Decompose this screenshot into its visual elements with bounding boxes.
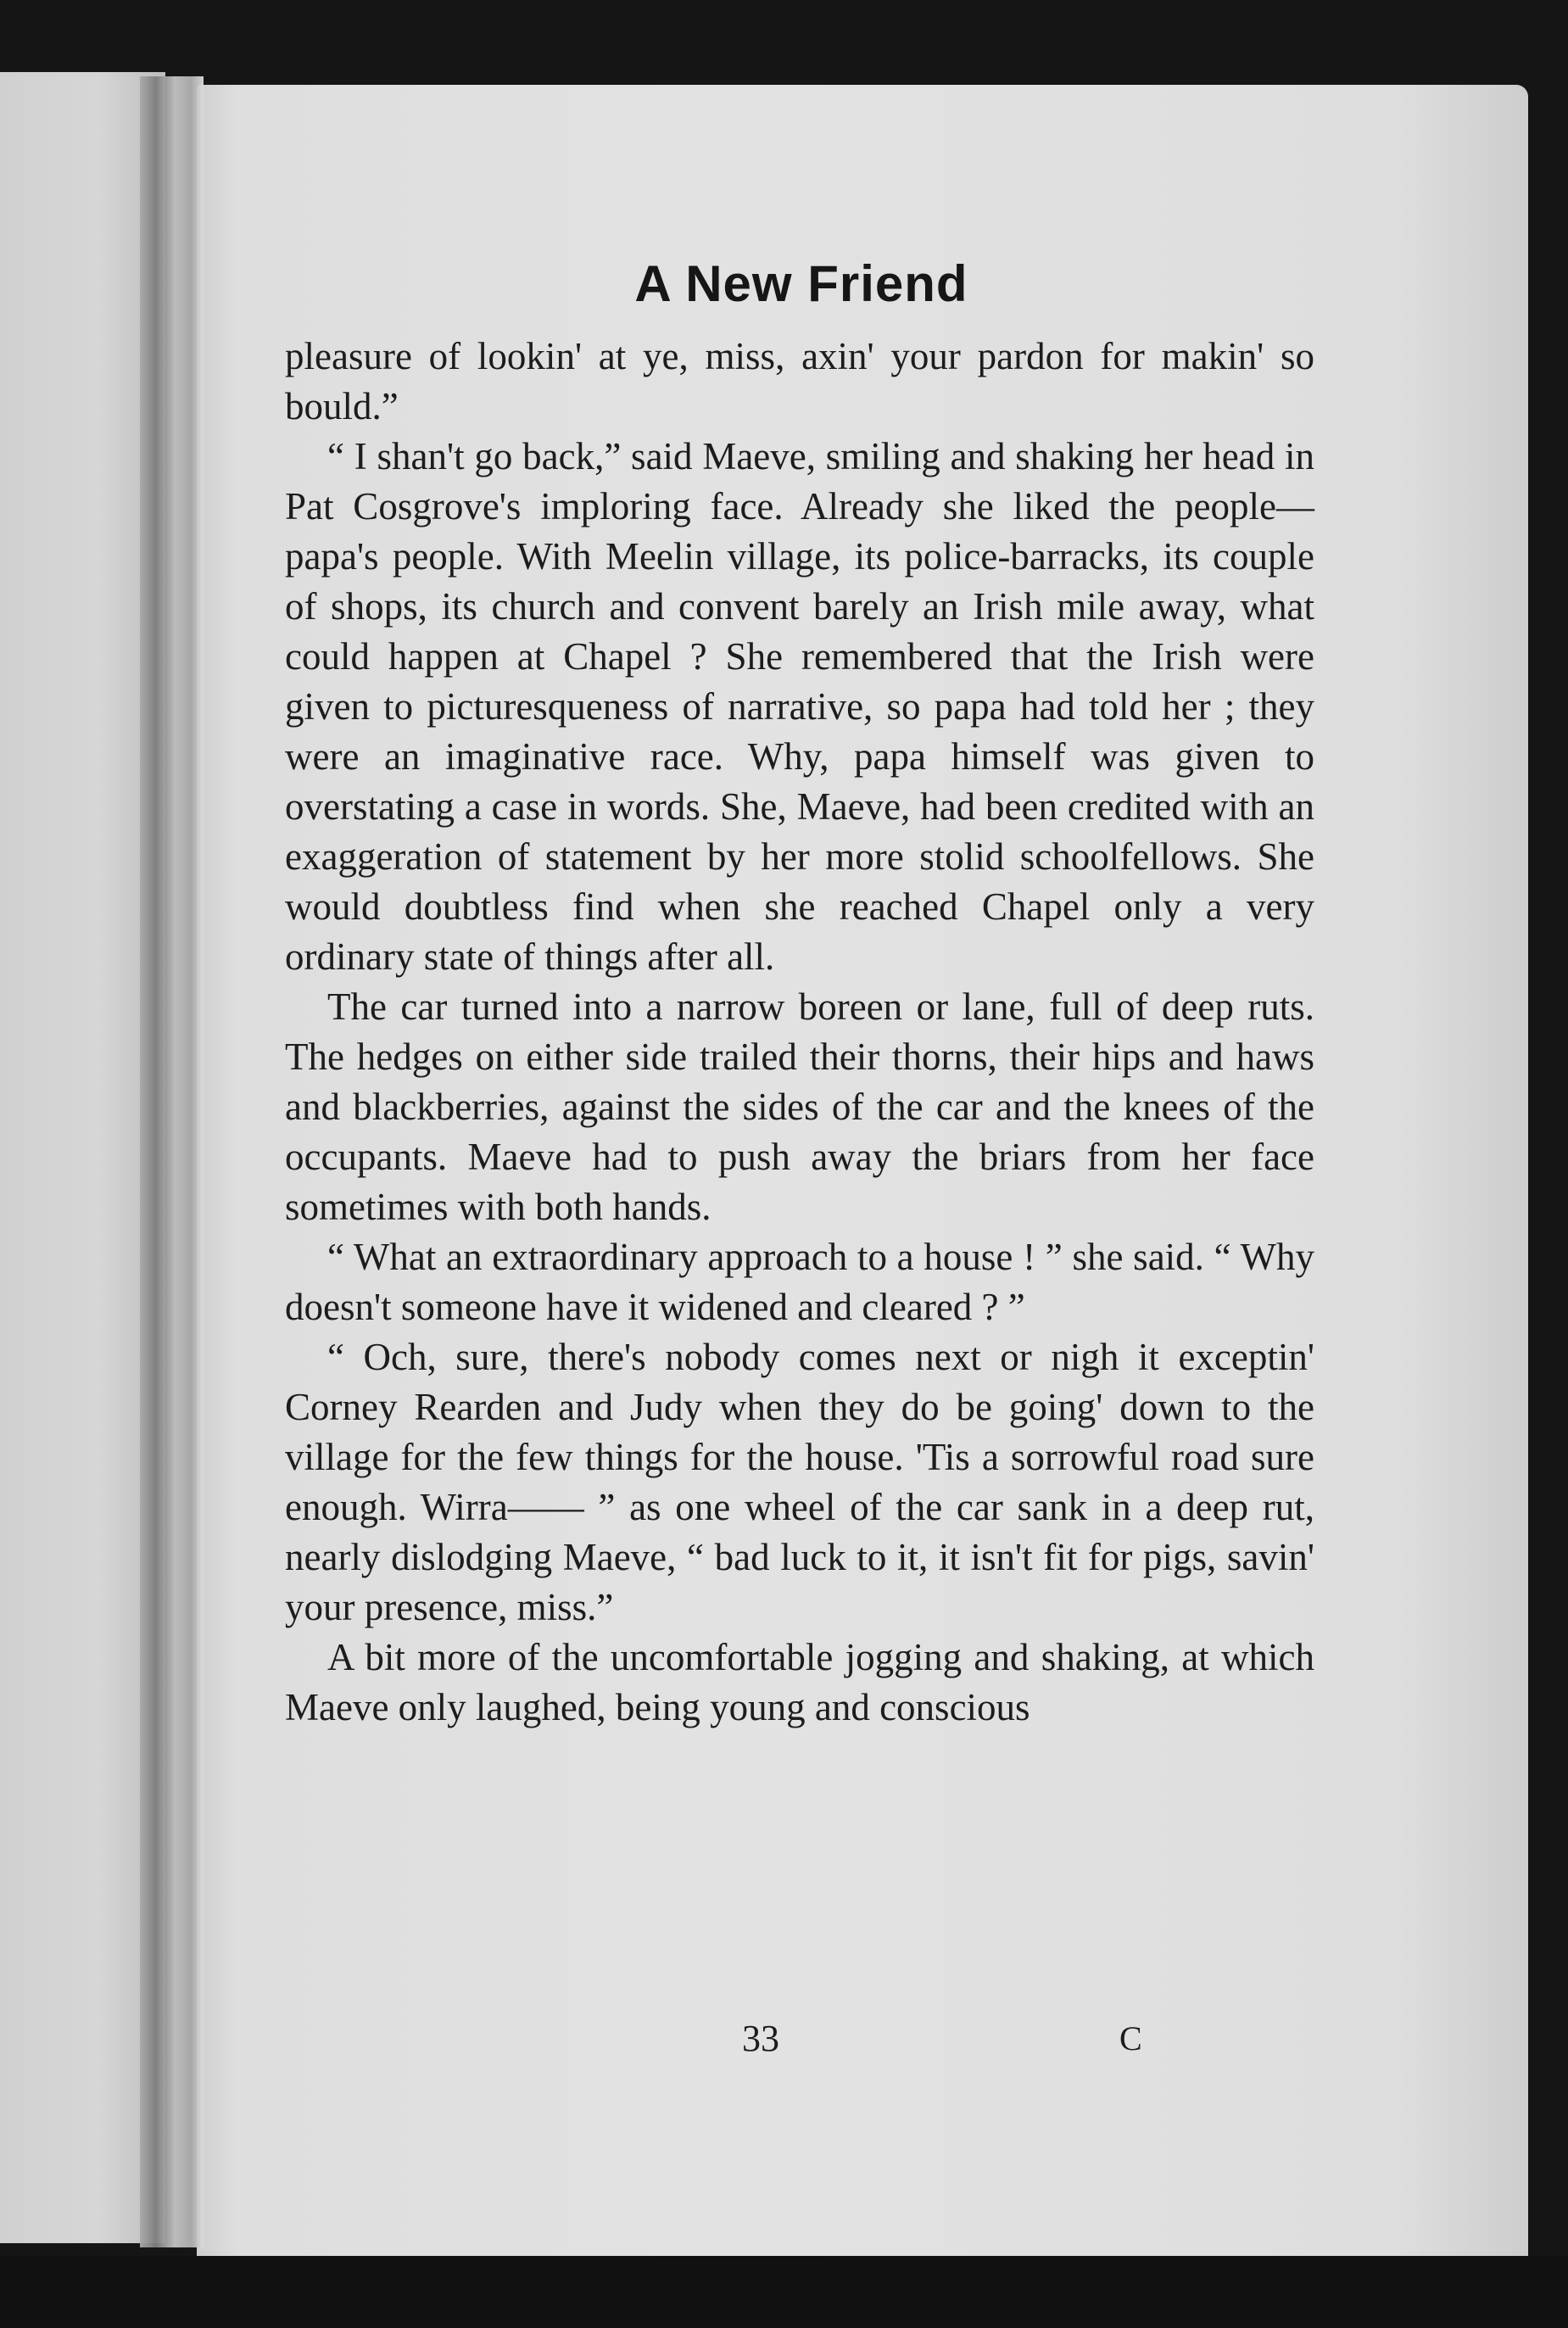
paragraph: “ What an extraordinary approach to a house ! ” she said. “ Why doesn't someone have it widened and cleared ? ” — [285, 1236, 1314, 1328]
page-footer — [254, 2017, 1314, 2068]
scan-background — [0, 2256, 1568, 2328]
running-head: A New Friend — [634, 255, 968, 312]
book-gutter — [140, 76, 204, 2247]
signature-mark: C — [1119, 2019, 1142, 2057]
page-text-block — [254, 237, 1314, 1733]
paragraph-continuation: pleasure of lookin' at ye, miss, axin' your pardon for makin' so bould.” — [285, 335, 1314, 427]
paragraph: A bit more of the uncomfortable jogging and shaking, at which Maeve only laughed, being young and conscious — [285, 1636, 1314, 1728]
paragraph: “ Och, sure, there's nobody comes next or nigh it exceptin' Corney Rearden and Judy when they do be going' down to the village for the few things for the house. 'Tis a sorrowful road sure enough. Wirra—— ” as one wheel of the car sank in a deep rut, nearly dislodging Maeve, “ bad luck to it, it isn't fit for pigs, savin' your presence, miss.” — [285, 1336, 1314, 1628]
paragraph: “ I shan't go back,” said Maeve, smiling and shaking her head in Pat Cosgrove's imploring face. Already she liked the people—papa's people. With Meelin village, its police-barracks, its couple of shops, its church and convent barely an Irish mile away, what could happen at Chapel ? She remembered that the Irish were given to picturesqueness of narrative, so papa had told her ; they were an imaginative race. Why, papa himself was given to overstating a case in words. She, Maeve, had been credited with an exaggeration of statement by her more stolid schoolfellows. She would doubtless find when she reached Chapel only a very ordinary state of things after all. — [285, 435, 1314, 978]
page-number: 33 — [742, 2018, 779, 2059]
paragraph: The car turned into a narrow boreen or lane, full of deep ruts. The hedges on either side trailed their thorns, their hips and haws and blackberries, against the sides of the car and the knees of the occupants. Maeve had to push away the briars from her face sometimes with both hands. — [285, 985, 1314, 1228]
